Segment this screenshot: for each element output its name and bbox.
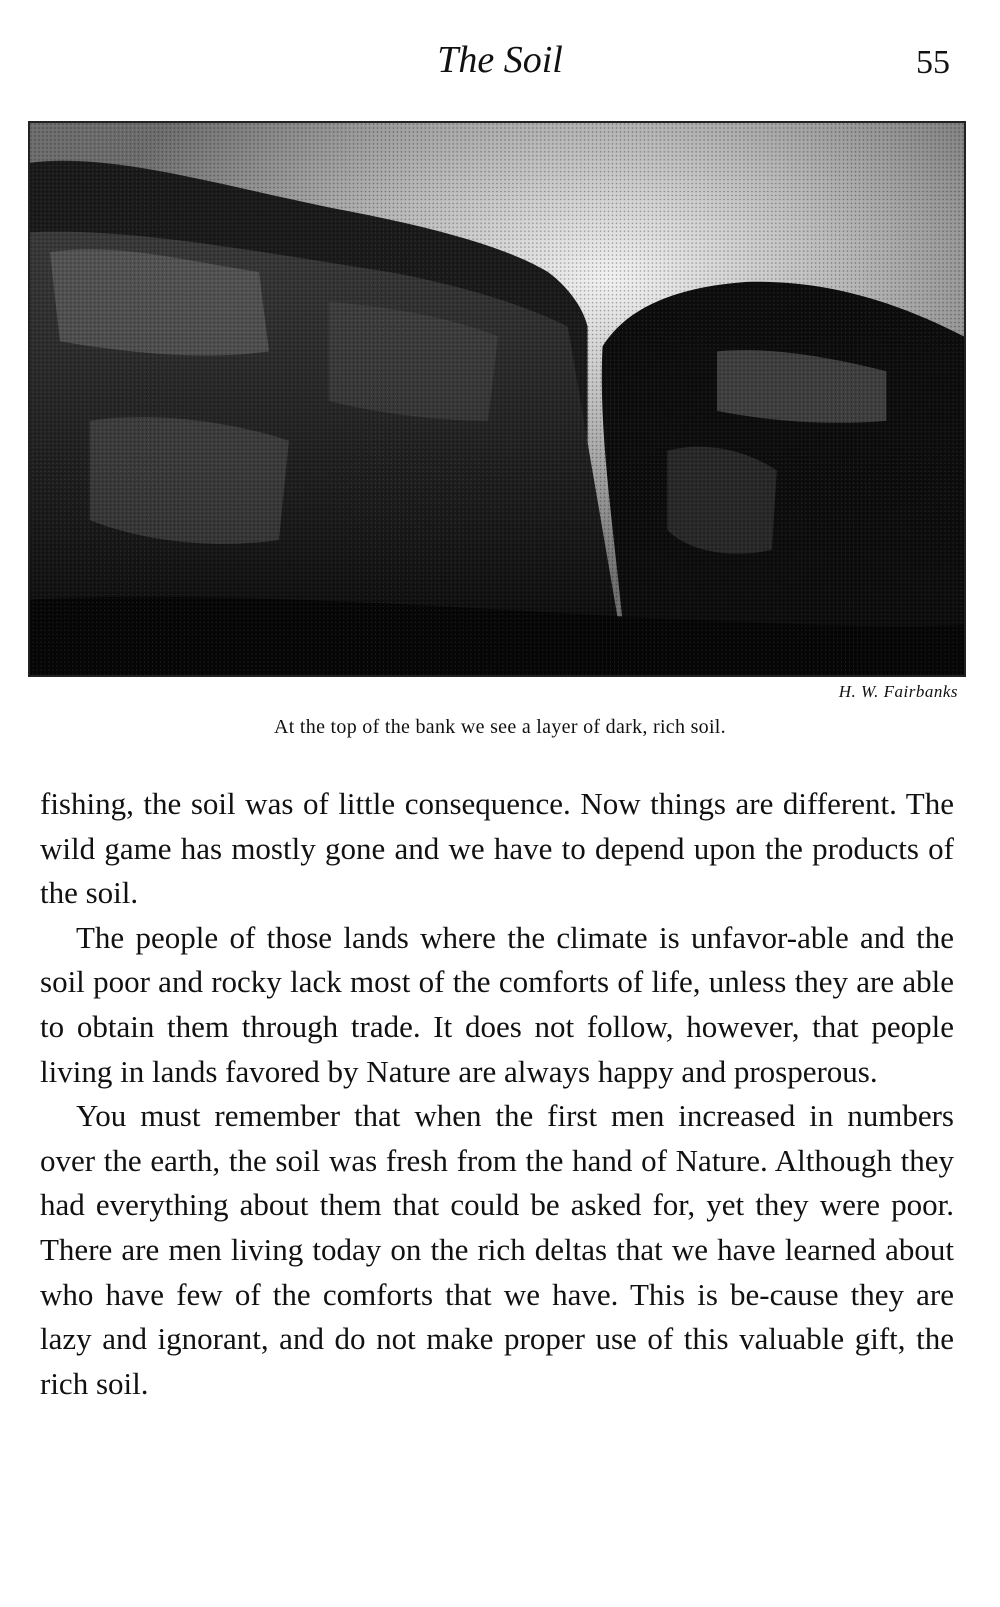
page-number: 55 [916, 44, 950, 81]
paragraph: You must remember that when the first men increased in numbers over the earth, the soil was fresh from the hand of Nature. Although they had everything about them that could be asked for, yet they were poor. There are men living today on the rich deltas that we have learned about who have few of the comforts that we have. This is be-cause they are lazy and ignorant, and do not make proper use of this valuable gift, the rich soil. [40, 1098, 954, 1401]
figure-caption: At the top of the bank we see a layer of dark, rich soil. [274, 716, 726, 738]
paragraph: fishing, the soil was of little consequence. Now things are different. The wild game has mostly gone and we have to depend upon the products of the soil. [40, 786, 954, 911]
page-header [40, 36, 960, 86]
paragraph: The people of those lands where the climate is unfavor-able and the soil poor and rocky lack most of the comforts of life, unless they are able to obtain them through trade. It does not follow, however, that people living in lands favored by Nature are always happy and prosperous. [40, 919, 954, 1089]
body-text [40, 782, 954, 1406]
photo-credit: H. W. Fairbanks [838, 682, 958, 701]
running-title: The Soil [437, 39, 563, 81]
soil-bank-photograph [28, 121, 966, 677]
